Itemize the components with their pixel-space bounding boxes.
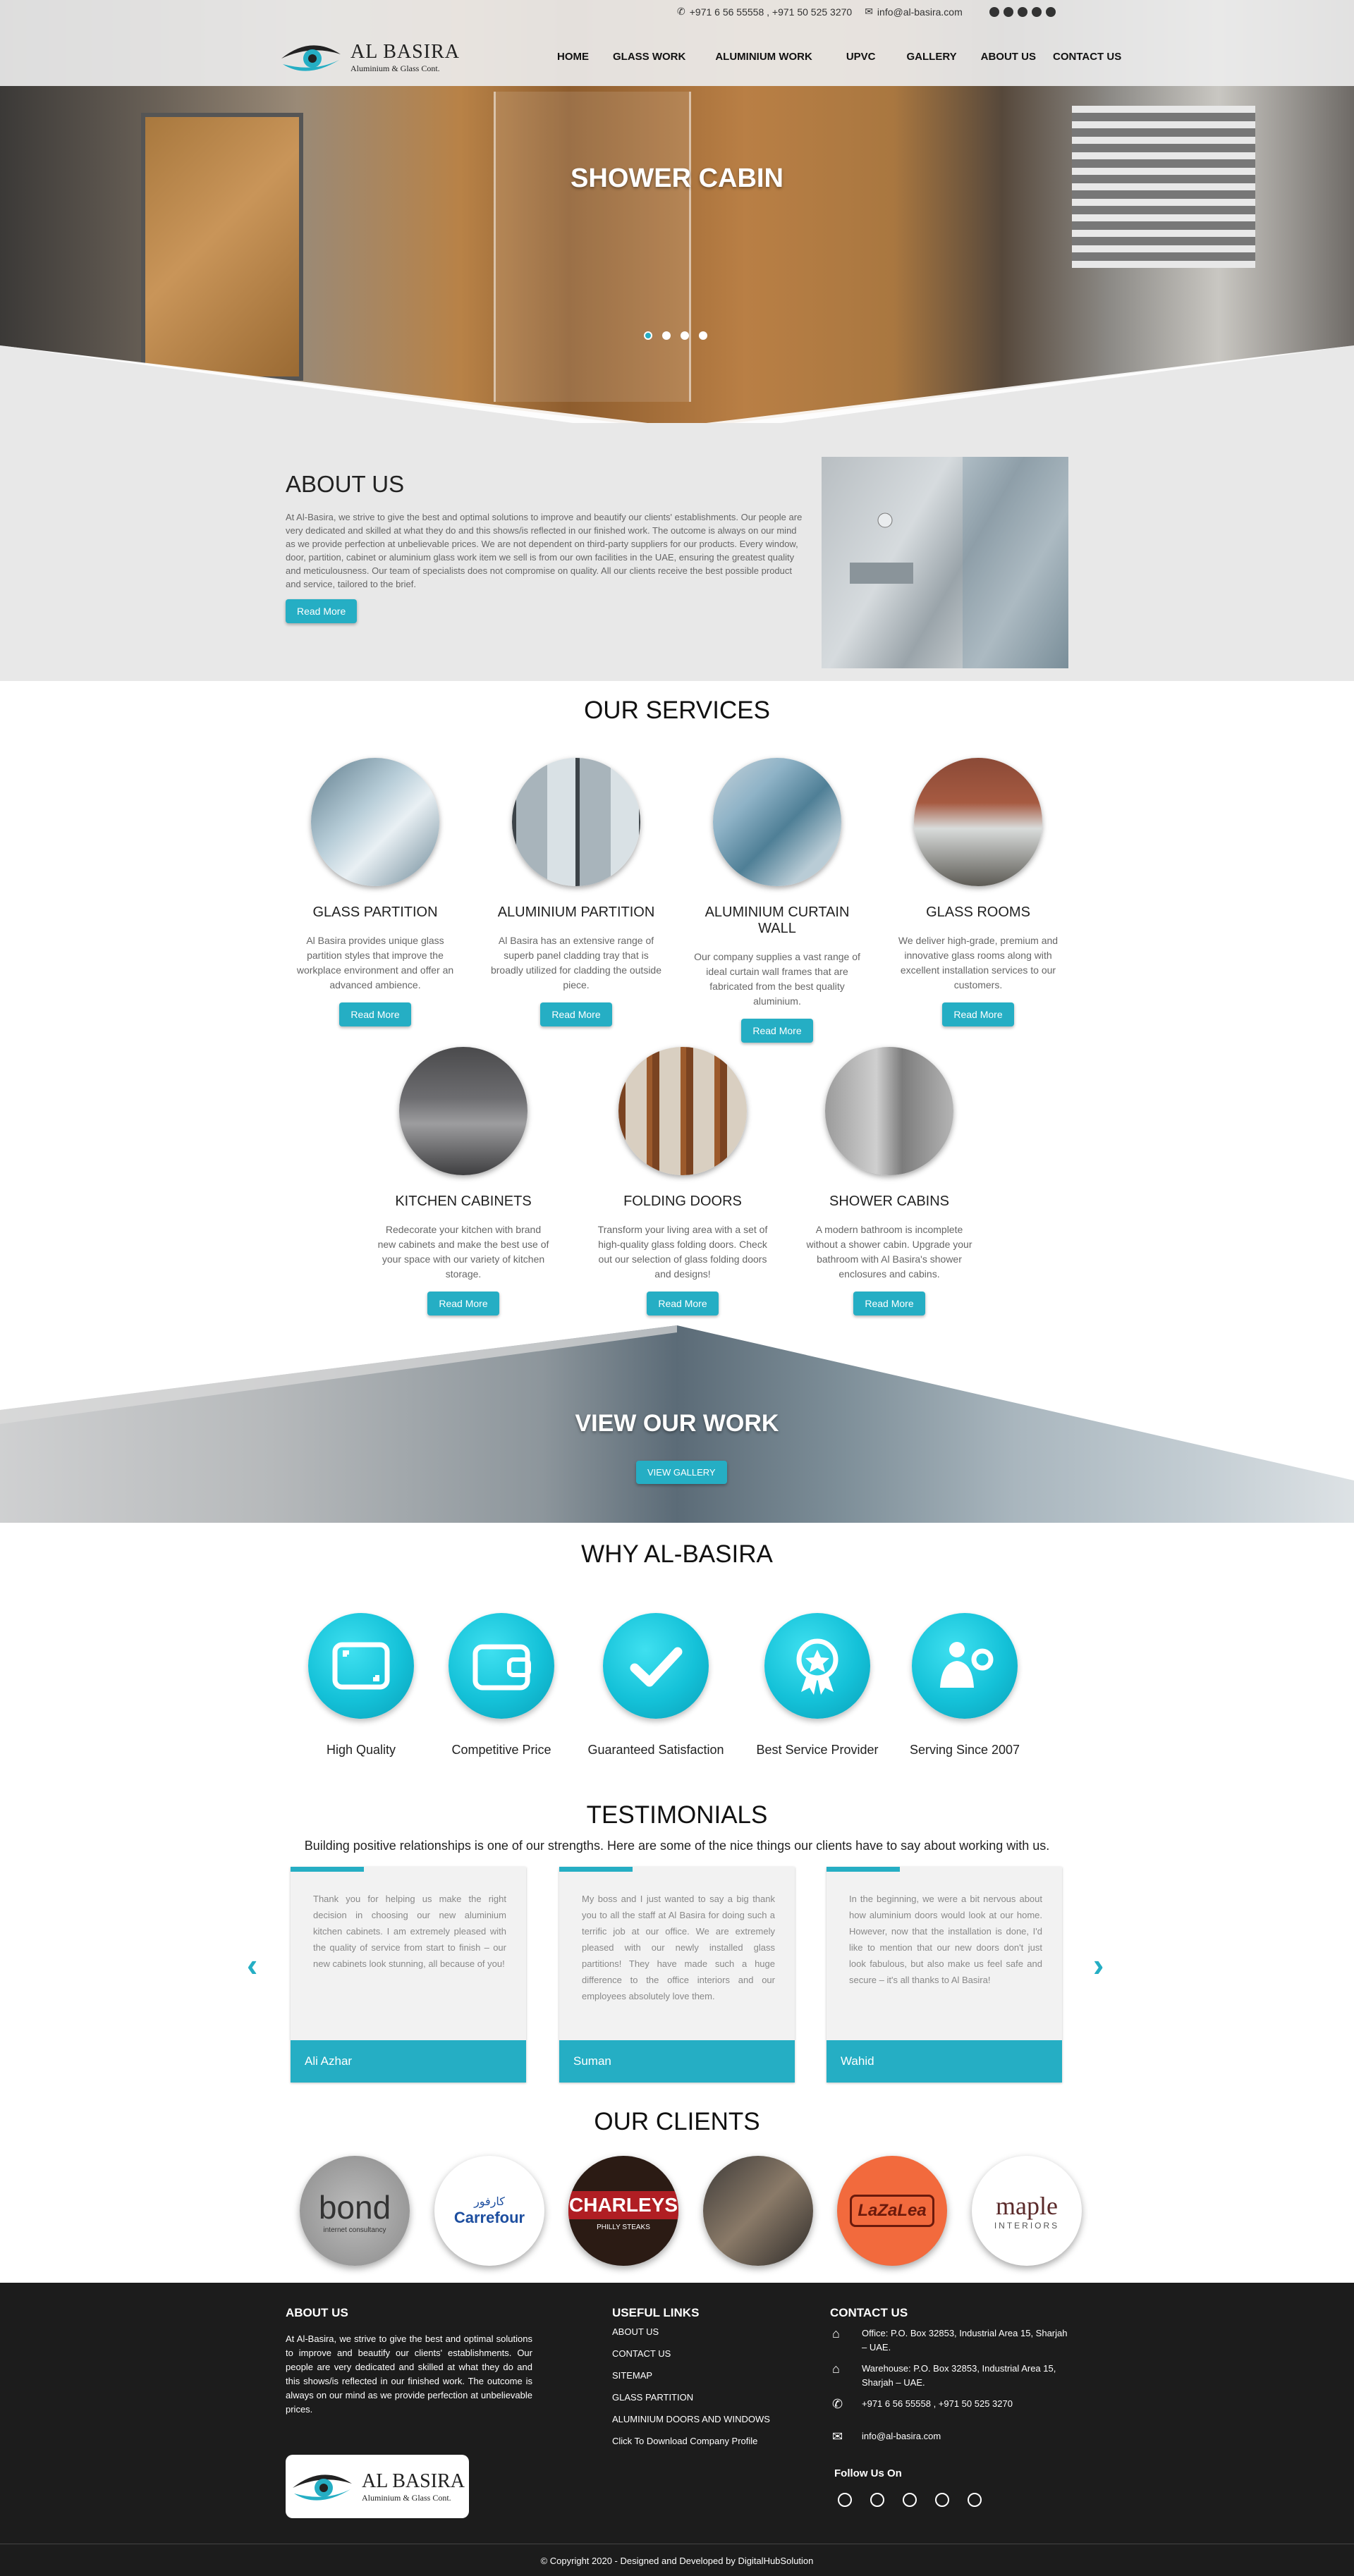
about-read-more-button[interactable]: Read More — [286, 599, 357, 623]
service-read-more-button[interactable]: Read More — [540, 1002, 611, 1026]
service-image — [618, 1047, 747, 1175]
footer-social — [838, 2493, 982, 2507]
mail-icon: ✉ — [865, 6, 873, 17]
slider-dot-3[interactable] — [681, 331, 689, 340]
why-item-competitive-price — [431, 1613, 572, 1758]
nav-aluminium-work[interactable]: ALUMINIUM WORK — [715, 51, 812, 63]
facebook-icon[interactable] — [989, 7, 999, 17]
service-read-more-button[interactable]: Read More — [647, 1292, 718, 1315]
client-name: Carrefour — [453, 2209, 525, 2226]
hero-wood-panel — [141, 113, 303, 381]
site-logo[interactable] — [279, 39, 460, 75]
follow-us-label: Follow Us On — [834, 2467, 902, 2479]
chevron-left-icon[interactable]: ‹ — [247, 1946, 258, 1983]
service-title: ALUMINIUM CURTAIN WALL — [705, 904, 850, 936]
testimonials-subtitle: Building positive relationships is one of our strengths. Here are some of the nice things our clients have to say about working with us. — [304, 1839, 1050, 1853]
pinterest-icon[interactable] — [1018, 7, 1027, 17]
service-image — [399, 1047, 527, 1175]
client-name: maple — [996, 2192, 1058, 2220]
footer-link-download-profile[interactable]: Click To Download Company Profile — [612, 2436, 758, 2446]
service-card-folding-doors — [591, 1047, 774, 1315]
why-label: Serving Since 2007 — [909, 1743, 1020, 1757]
testimonial-card — [559, 1867, 795, 2083]
footer-link-aluminium-doors[interactable]: ALUMINIUM DOORS AND WINDOWS — [612, 2414, 770, 2424]
card-accent-bar — [559, 1867, 633, 1872]
chevron-right-icon[interactable]: › — [1093, 1946, 1104, 1983]
service-text: Al Basira has an extensive range of superb panel cladding tray that is broadly utilized for cladding the outside piece. — [490, 935, 662, 990]
client-sub: INTERIORS — [994, 2221, 1060, 2231]
service-title: KITCHEN CABINETS — [395, 1194, 532, 1209]
slider-dot-4[interactable] — [699, 331, 707, 340]
footer-link-glass-partition[interactable]: GLASS PARTITION — [612, 2392, 694, 2403]
service-card-shower-cabins — [798, 1047, 981, 1315]
about-title: ABOUT US — [286, 471, 405, 497]
client-name: bond — [318, 2188, 391, 2226]
footer-link-contact[interactable]: CONTACT US — [612, 2348, 671, 2359]
phone-icon: ✆ — [832, 2397, 843, 2411]
award-icon — [764, 1613, 870, 1719]
service-title: SHOWER CABINS — [829, 1194, 950, 1209]
slider-dot-2[interactable] — [662, 331, 671, 340]
why-item-serving-since — [894, 1613, 1035, 1758]
why-item-high-quality — [291, 1613, 432, 1758]
mail-icon: ✉ — [832, 2429, 843, 2443]
service-text: Redecorate your kitchen with brand new cabinets and make the best use of your space with our variety of kitchen storage. — [377, 1224, 549, 1280]
service-image — [825, 1047, 953, 1175]
logo-name: AL BASIRA — [350, 40, 460, 63]
footer-link-about[interactable]: ABOUT US — [612, 2326, 659, 2337]
facebook-icon[interactable] — [838, 2493, 852, 2507]
service-read-more-button[interactable]: Read More — [853, 1292, 925, 1315]
service-image — [713, 758, 841, 886]
footer-links-title: USEFUL LINKS — [612, 2306, 700, 2319]
why-title: WHY AL-BASIRA — [581, 1540, 773, 1568]
why-label: High Quality — [326, 1743, 396, 1757]
why-label: Competitive Price — [451, 1743, 551, 1757]
twitter-icon[interactable] — [1004, 7, 1013, 17]
service-title: GLASS ROOMS — [926, 904, 1030, 920]
testimonial-card — [291, 1867, 526, 2083]
testimonials-title: TESTIMONIALS — [586, 1801, 768, 1829]
service-read-more-button[interactable]: Read More — [942, 1002, 1013, 1026]
about-text: At Al-Basira, we strive to give the best and optimal solutions to improve and beautify our clients' establishments. Our people are very dedicated and skilled at what they do and this shows/is reflected in our finished work. The outcome is always on our mind as we provide perfection at unbelievable prices. We are not dependent on third-party suppliers for our products. Every window, door, partition, cabinet or aluminium glass work item we sell is from our own facilities in the UAE, ensuring the greatest quality and meticulousness. Our team of specialists does not compromise on quality. All our clients receive the best possible product and service, tailored to the brief. — [286, 512, 803, 589]
service-text: We deliver high-grade, premium and innovative glass rooms along with excellent installation services to our customers. — [898, 935, 1059, 990]
client-logo-bond — [300, 2156, 410, 2266]
view-gallery-button[interactable]: VIEW GALLERY — [636, 1461, 727, 1484]
service-text: Al Basira provides unique glass partition styles that improve the workplace environment and offer an advanced ambience. — [296, 935, 454, 990]
service-card-glass-rooms — [886, 758, 1070, 1026]
why-label: Best Service Provider — [756, 1743, 879, 1757]
slider-dots — [644, 331, 707, 340]
eye-logo-icon — [290, 2468, 355, 2505]
logo-name: AL BASIRA — [362, 2470, 465, 2492]
nav-gallery[interactable]: GALLERY — [906, 51, 957, 63]
testimonial-text: In the beginning, we were a bit nervous about how aluminium doors would look at our home. However, now that the installation is done, I'd like to mention that our new doors don't just look fabulous, but also make us feel safe and secure – it's all thanks to Al Basira! — [849, 1894, 1042, 1985]
linkedin-icon[interactable] — [935, 2493, 949, 2507]
hero-title: SHOWER CABIN — [571, 164, 783, 193]
service-card-aluminium-curtain-wall — [685, 758, 869, 1043]
instagram-icon[interactable] — [968, 2493, 982, 2507]
service-text: Our company supplies a vast range of ideal curtain wall frames that are fabricated from the best quality aluminium. — [694, 951, 860, 1007]
instagram-icon[interactable] — [1046, 7, 1056, 17]
service-title: FOLDING DOORS — [623, 1194, 742, 1209]
service-title: GLASS PARTITION — [312, 904, 438, 920]
footer-link-sitemap[interactable]: SITEMAP — [612, 2370, 653, 2381]
service-text: Transform your living area with a set of high-quality glass folding doors. Check out our selection of glass folding doors and designs! — [597, 1224, 768, 1280]
top-phone[interactable]: ✆ +971 6 56 55558 , +971 50 525 3270 — [677, 6, 853, 18]
map-icon: ⌂ — [832, 2326, 840, 2341]
nav-contact-us[interactable]: CONTACT US — [1052, 51, 1122, 63]
testimonial-name: Wahid — [827, 2040, 1062, 2083]
site-header — [0, 0, 1354, 86]
service-text: A modern bathroom is incomplete without a shower cabin. Upgrade your bathroom with Al Basira's shower enclosures and cabins. — [806, 1224, 972, 1280]
testimonial-text: My boss and I just wanted to say a big thank you to all the staff at Al Basira for doing such a terrific job at our office. We are extremely pleased with our newly installed glass partitions! They have made such a huge difference to the office interiors and our employees absolutely love them. — [582, 1894, 775, 2001]
client-sub: PHILLY STEAKS — [597, 2223, 650, 2231]
phone-icon: ✆ — [677, 6, 685, 17]
map-icon: ⌂ — [832, 2362, 840, 2376]
testimonial-name: Suman — [559, 2040, 795, 2083]
office-glass-image — [822, 457, 1068, 668]
service-card-glass-partition — [283, 758, 467, 1026]
why-item-best-service — [747, 1613, 888, 1758]
copyright: © Copyright 2020 - Designed and Developed by DigitalHubSolution — [0, 2544, 1354, 2566]
card-accent-bar — [291, 1867, 364, 1872]
site-footer — [0, 2283, 1354, 2576]
slider-dot-1[interactable] — [644, 331, 652, 340]
footer-email[interactable]: ✉ info@al-basira.com — [832, 2429, 941, 2443]
client-logo-restaurant — [703, 2156, 813, 2266]
footer-about-title: ABOUT US — [286, 2306, 348, 2319]
service-card-aluminium-partition — [484, 758, 668, 1026]
service-image — [914, 758, 1042, 886]
footer-about-text: At Al-Basira, we strive to give the best and optimal solutions to improve and beautify our clients' establishments. Our people are very dedicated and skilled at what they do and this shows/is reflected in our finished work. The outcome is always on our mind as we provide perfection at unbelievable prices. — [286, 2333, 532, 2415]
footer-contact-title: CONTACT US — [830, 2306, 908, 2319]
service-read-more-button[interactable]: Read More — [339, 1002, 410, 1026]
service-read-more-button[interactable]: Read More — [741, 1019, 812, 1043]
logo-tagline: Aluminium & Glass Cont. — [350, 63, 440, 73]
footer-logo[interactable] — [286, 2455, 469, 2518]
why-item-guaranteed-satisfaction — [585, 1613, 726, 1758]
frame-icon — [308, 1613, 414, 1719]
about-image — [822, 457, 1068, 668]
client-name: LaZaLea — [850, 2195, 934, 2227]
client-sub: كارفور — [474, 2196, 505, 2208]
client-logo-carrefour — [434, 2156, 544, 2266]
footer-phone[interactable]: ✆ +971 6 56 55558 , +971 50 525 3270 — [832, 2397, 1013, 2411]
view-work-title: VIEW OUR WORK — [575, 1410, 779, 1437]
service-title: ALUMINIUM PARTITION — [497, 904, 655, 920]
wallet-icon — [449, 1613, 554, 1719]
logo-tagline: Aluminium & Glass Cont. — [362, 2492, 451, 2503]
why-label: Guaranteed Satisfaction — [587, 1743, 724, 1757]
services-title: OUR SERVICES — [584, 697, 770, 724]
footer-warehouse: ⌂ Warehouse: P.O. Box 32853, Industrial Area 15, Sharjah – UAE. — [832, 2362, 1056, 2388]
service-image — [311, 758, 439, 886]
card-accent-bar — [827, 1867, 900, 1872]
client-logo-charleys — [568, 2156, 678, 2266]
testimonial-text: Thank you for helping us make the right decision in choosing our new aluminium kitchen cabinets. I am extremely pleased with the quality of service from start to finish – our new cabinets look stunning, all because of you! — [313, 1894, 506, 1969]
nav-upvc[interactable]: UPVC — [846, 51, 876, 63]
linkedin-icon[interactable] — [1032, 7, 1042, 17]
top-email[interactable]: ✉ info@al-basira.com — [865, 6, 963, 18]
service-card-kitchen-cabinets — [372, 1047, 555, 1315]
client-logo-lazalea — [837, 2156, 947, 2266]
top-bar — [677, 6, 1056, 18]
testimonial-card — [827, 1867, 1062, 2083]
service-image — [512, 758, 640, 886]
pinterest-icon[interactable] — [903, 2493, 917, 2507]
eye-logo-icon — [279, 39, 343, 75]
main-nav — [557, 51, 1145, 63]
footer-office: ⌂ Office: P.O. Box 32853, Industrial Area 15, Sharjah – UAE. — [832, 2326, 1068, 2353]
client-logo-maple — [972, 2156, 1082, 2266]
nav-home[interactable]: HOME — [557, 51, 589, 63]
twitter-icon[interactable] — [870, 2493, 884, 2507]
about-section — [0, 423, 1354, 681]
nav-about-us[interactable]: ABOUT US — [980, 51, 1036, 63]
testimonial-name: Ali Azhar — [291, 2040, 526, 2083]
top-social — [989, 7, 1056, 17]
footer-links — [612, 2326, 770, 2458]
client-sub: internet consultancy — [323, 2226, 386, 2234]
check-icon — [603, 1613, 709, 1719]
service-read-more-button[interactable]: Read More — [427, 1292, 499, 1315]
businessman-gear-icon — [912, 1613, 1018, 1719]
clients-title: OUR CLIENTS — [594, 2108, 760, 2135]
client-name: CHARLEYS — [568, 2191, 678, 2219]
nav-glass-work[interactable]: GLASS WORK — [613, 51, 686, 63]
